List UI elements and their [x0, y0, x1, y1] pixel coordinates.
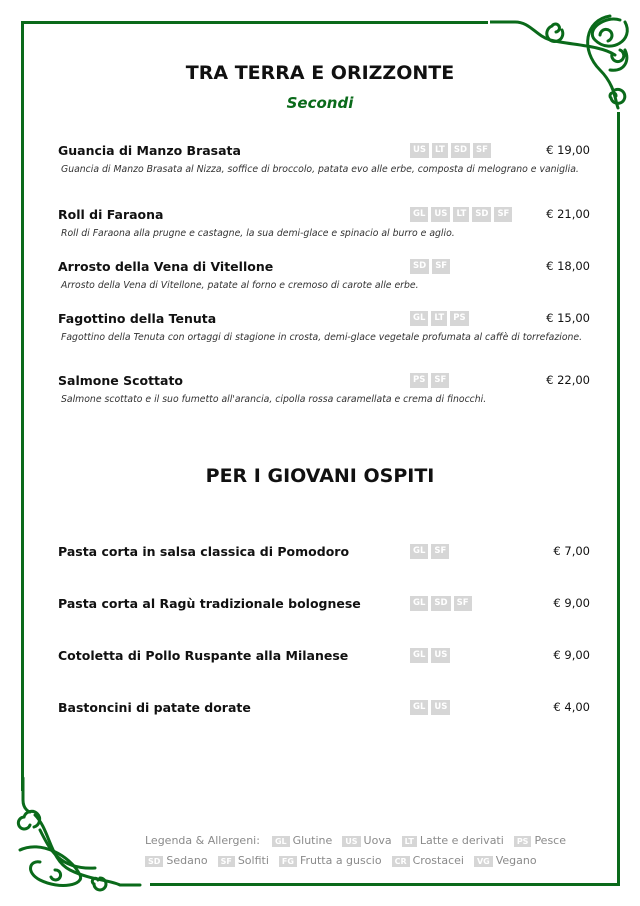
dish-name: Bastoncini di patate dorate — [58, 700, 251, 715]
allergen-badge: GL — [272, 836, 290, 847]
dish-name: Salmone Scottato — [58, 373, 184, 388]
allergen-tags — [410, 207, 512, 222]
dish-name: Roll di Faraona — [58, 207, 164, 222]
dish-description: Roll di Faraona alla prugne e castagne, la sua demi-glace e spinacio al burro e aglio. — [61, 228, 455, 239]
dish-description: Fagottino della Tenuta con ortaggi di stagione in crosta, demi-glace vegetale profumata al caffè di torrefazione. — [61, 332, 583, 343]
allergen-badge: US — [431, 207, 450, 222]
allergen-badge: SF — [431, 544, 449, 559]
allergen-badge: US — [431, 700, 450, 715]
allergen-badge: GL — [410, 544, 428, 559]
menu-item — [58, 207, 598, 240]
legend-item-name: Pesce — [534, 834, 566, 847]
dish-price: € 9,00 — [553, 648, 590, 662]
allergen-badge: LT — [432, 143, 448, 158]
dish-description: Guancia di Manzo Brasata al Nizza, soffice di broccolo, patata evo alle erbe, composta di melograno e vaniglia. — [61, 164, 579, 175]
allergen-badge: LT — [402, 836, 417, 847]
allergen-legend — [145, 831, 576, 871]
dish-name: Fagottino della Tenuta — [58, 311, 217, 326]
allergen-badge: US — [410, 143, 429, 158]
legend-item-name: Crostacei — [412, 854, 464, 867]
allergen-badge: GL — [410, 596, 428, 611]
dish-description: Arrosto della Vena di Vitellone, patate al forno e cremoso di carote alle erbe. — [61, 280, 419, 291]
allergen-badge: SD — [145, 856, 163, 867]
allergen-badge: SF — [431, 373, 449, 388]
dish-name: Cotoletta di Pollo Ruspante alla Milanese — [58, 648, 349, 663]
legend-item-name: Glutine — [292, 834, 333, 847]
allergen-badge: SD — [472, 207, 491, 222]
menu-item — [58, 700, 598, 715]
legend-item — [145, 854, 208, 867]
dish-name: Pasta corta in salsa classica di Pomodoro — [58, 544, 350, 559]
legend-item — [272, 834, 332, 847]
border-left — [21, 21, 24, 791]
allergen-badge: SF — [218, 856, 235, 867]
menu-item — [58, 259, 598, 292]
dish-name: Arrosto della Vena di Vitellone — [58, 259, 274, 274]
allergen-tags — [410, 373, 449, 388]
allergen-tags — [410, 648, 450, 663]
allergen-badge: SF — [454, 596, 472, 611]
legend-item-name: Uova — [363, 834, 392, 847]
dish-price: € 21,00 — [546, 207, 590, 221]
dish-price: € 4,00 — [553, 700, 590, 714]
section-subtitle: Secondi — [286, 94, 354, 112]
allergen-tags — [410, 143, 491, 158]
dish-price: € 19,00 — [546, 143, 590, 157]
allergen-badge: VG — [474, 856, 493, 867]
allergen-badge: SF — [432, 259, 450, 274]
menu-item — [58, 544, 598, 559]
dish-price: € 15,00 — [546, 311, 590, 325]
allergen-tags — [410, 259, 450, 274]
allergen-badge: PS — [450, 311, 468, 326]
allergen-badge: PS — [514, 836, 532, 847]
allergen-badge: LT — [431, 311, 447, 326]
menu-item — [58, 311, 598, 344]
border-bottom — [150, 883, 620, 886]
allergen-badge: FG — [279, 856, 297, 867]
legend-item-name: Latte e derivati — [419, 834, 504, 847]
allergen-badge: US — [431, 648, 450, 663]
allergen-tags — [410, 311, 469, 326]
dish-name: Pasta corta al Ragù tradizionale bolognese — [58, 596, 361, 611]
dish-price: € 7,00 — [553, 544, 590, 558]
legend-item-name: Solfiti — [237, 854, 269, 867]
menu-item — [58, 373, 598, 406]
allergen-badge: US — [342, 836, 360, 847]
border-top — [22, 21, 488, 24]
section-title-secondi: TRA TERRA E ORIZZONTE — [185, 62, 455, 84]
allergen-badge: CR — [392, 856, 410, 867]
menu-item — [58, 596, 598, 611]
dish-price: € 18,00 — [546, 259, 590, 273]
legend-item — [279, 854, 382, 867]
allergen-badge: GL — [410, 311, 428, 326]
legend-item-name: Vegano — [495, 854, 537, 867]
allergen-badge: SD — [410, 259, 429, 274]
legend-item — [342, 834, 391, 847]
legend-item — [474, 854, 537, 867]
allergen-badge: SD — [451, 143, 470, 158]
legend-item — [514, 834, 566, 847]
dish-description: Salmone scottato e il suo fumetto all'arancia, cipolla rossa caramellata e crema di finocchi. — [61, 394, 487, 405]
allergen-tags — [410, 700, 450, 715]
allergen-badge: GL — [410, 648, 428, 663]
allergen-badge: SF — [494, 207, 512, 222]
legend-item-name: Sedano — [166, 854, 208, 867]
border-right — [617, 112, 620, 885]
legend-item — [402, 834, 504, 847]
corner-ornament-bottom-left — [0, 770, 150, 906]
legend-item — [392, 854, 464, 867]
allergen-badge: GL — [410, 700, 428, 715]
dish-price: € 22,00 — [546, 373, 590, 387]
allergen-tags — [410, 544, 449, 559]
section-title-kids: PER I GIOVANI OSPITI — [205, 465, 435, 487]
allergen-badge: GL — [410, 207, 428, 222]
dish-name: Guancia di Manzo Brasata — [58, 143, 241, 158]
allergen-badge: SD — [431, 596, 450, 611]
dish-price: € 9,00 — [553, 596, 590, 610]
menu-item — [58, 648, 598, 663]
legend-label: Legenda & Allergeni: — [145, 834, 260, 847]
legend-item-name: Frutta a guscio — [299, 854, 382, 867]
allergen-badge: LT — [453, 207, 469, 222]
allergen-badge: PS — [410, 373, 428, 388]
allergen-tags — [410, 596, 472, 611]
menu-item — [58, 143, 598, 176]
allergen-badge: SF — [473, 143, 491, 158]
legend-item — [218, 854, 269, 867]
